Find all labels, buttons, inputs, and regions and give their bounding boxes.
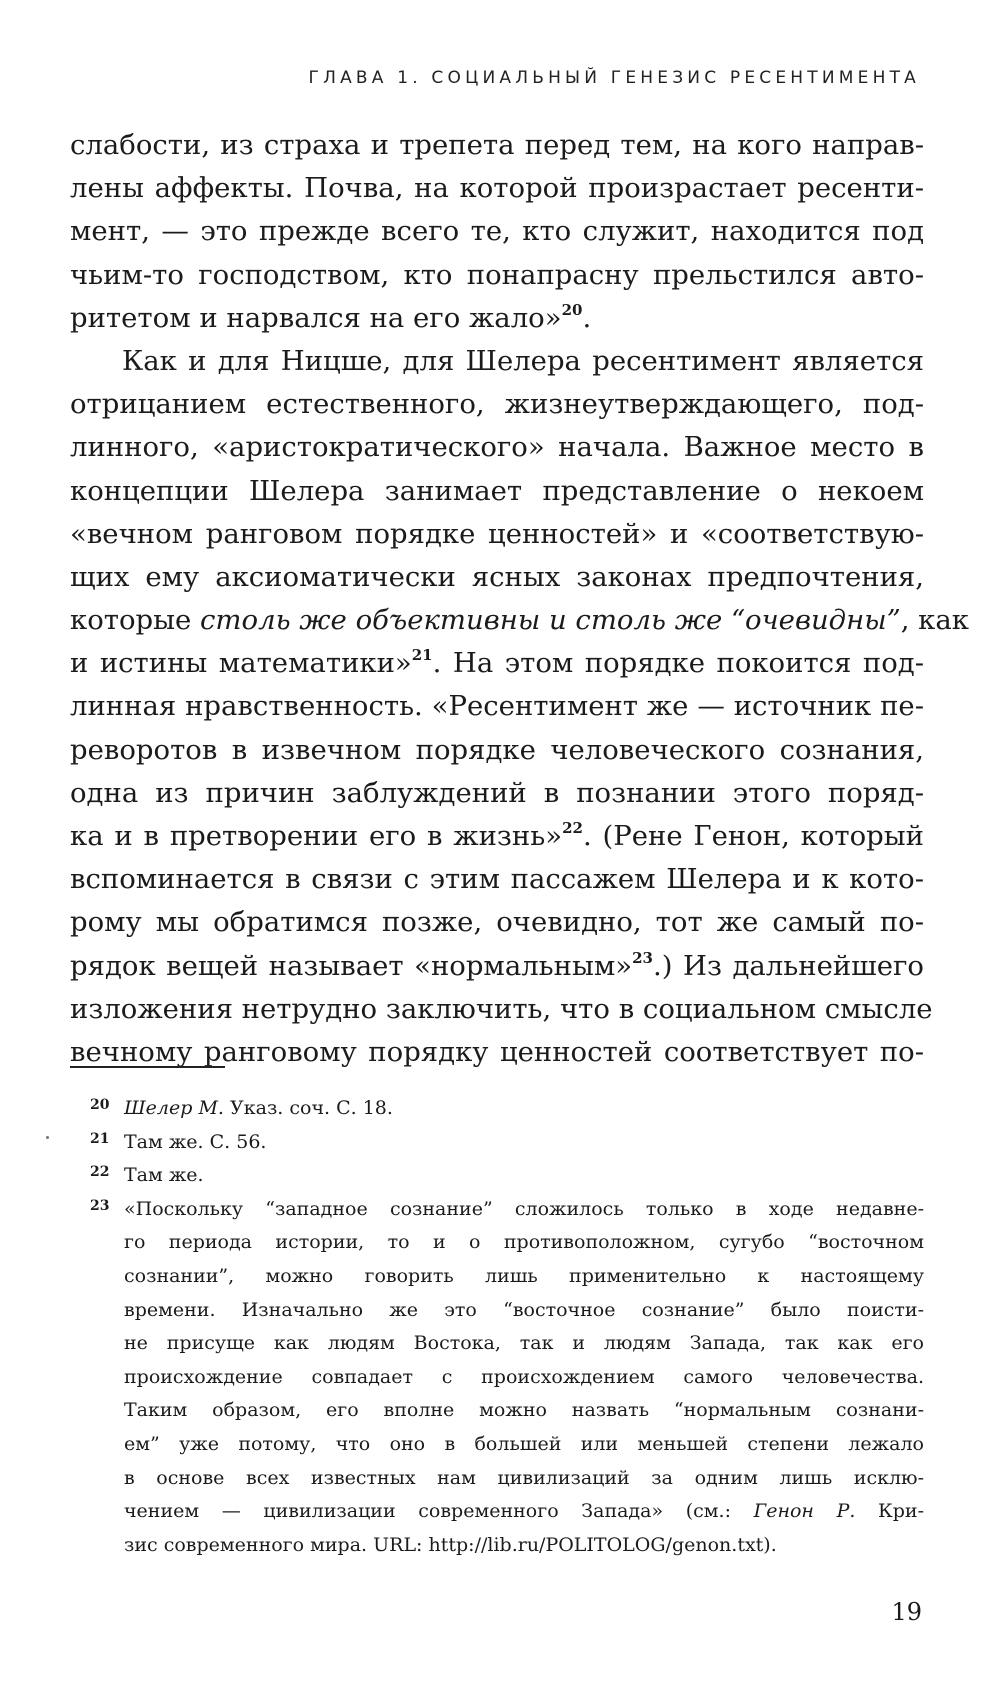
body-line: слабости, из страха и трепета перед тем, на кого направ- [70,129,924,161]
footnote-20 [70,1092,924,1126]
body-line: рому мы обратимся позже, очевидно, тот же самый по- [70,906,924,939]
body-line-text: ка и в претворении его в жизнь» [70,820,563,852]
footnote-line: не присуще как людям Востока, так и людям Запада, так как его [124,1332,924,1355]
margin-mark [46,1136,49,1139]
footnote-ref-20[interactable]: 20 [561,300,583,319]
body-line: лены аффекты. Почва, на которой произрастает ресенти- [70,172,924,205]
footnote-line: ем” уже потому, что оно в большей или меньшей степени лежало [124,1432,924,1455]
footnote-line: го периода истории, то и о противоположном, сугубо “восточном [124,1231,924,1254]
footnote-number: 22 [90,1164,110,1181]
footnote-ref-22[interactable]: 22 [562,819,583,837]
body-line: «вечном ранговом порядке ценностей» и «соответствую- [70,517,924,550]
period: . [582,301,592,334]
footnote-author: Шелер М. [124,1097,224,1119]
footnote-line: происхождение совпадает с происхождением самого человечества. [124,1365,924,1388]
body-line [70,642,924,685]
body-text [70,124,969,1074]
body-line-text: которые [70,604,201,637]
body-line-text: , как [900,604,969,637]
body-line-text: ритетом и нарвался на его жало» [70,301,562,334]
footnote-line-text: Кри- [855,1500,924,1523]
footnote-text: Там же. [124,1164,204,1187]
footnote-line [124,1495,924,1529]
footnote-line: сознании”, можно говорить лишь применительно к настоящему [124,1264,924,1287]
body-line: концепции Шелера занимает представление о некоем [70,474,924,507]
footnote-text [124,1092,924,1126]
footnote-number: 20 [90,1097,110,1113]
footnote-number: 21 [90,1130,110,1147]
body-line [70,599,969,642]
body-line: мент, — это прежде всего те, кто служит, находится под [70,215,924,248]
body-line-text: .) Из дальнейшего [652,949,924,982]
body-line: реворотов в извечном порядке человеческого сознания, [70,733,924,766]
body-line: изложения нетрудно заключить, что в социальном смысле [70,992,933,1025]
footnote-citation: Указ. соч. С. 18. [223,1097,393,1119]
body-line-text: . (Рене Генон, который [582,820,924,852]
body-line: отрицанием естественного, жизнеутверждающего, под- [70,388,924,421]
body-line-text: рядок вещей называет «нормальным» [70,949,633,982]
footnote-ref-21[interactable]: 21 [411,646,433,665]
footnote-line: времени. Изначально же это “восточное сознание” было поисти- [124,1298,924,1321]
footnote-author: Генон Р. [753,1500,856,1523]
body-line: вспоминается в связи с этим пассажем Шелера и к кото- [70,863,924,896]
footnote-number: 23 [90,1197,110,1214]
footnote-ref-23[interactable]: 23 [632,948,653,967]
body-line [70,297,924,340]
body-line: линная нравственность. «Ресентимент же — источник пе- [70,690,924,723]
footnote-line: Таким образом, его вполне можно назвать “нормальным сознани- [124,1399,924,1422]
italic-quote: столь же объективны и столь же “очевидны” [200,604,901,637]
footnotes [70,1092,924,1562]
body-line: вечному ранговому порядку ценностей соответствует по- [70,1035,924,1068]
body-line-text: . На этом порядке покоится под- [432,647,925,680]
footnote-line: в основе всех известных нам цивилизаций за одним лишь исклю- [124,1466,924,1489]
footnote-line: «Поскольку “западное сознание” сложилось только в ходе недавне- [124,1197,924,1220]
body-line: Как и для Ницше, для Шелера ресентимент является [122,344,924,377]
body-line-text: и истины математики» [70,647,412,680]
running-header: ГЛАВА 1. СОЦИАЛЬНЫЙ ГЕНЕЗИС РЕСЕНТИМЕНТА [308,68,920,88]
body-line: одна из причин заблуждений в познании этого поряд- [70,776,924,809]
footnote-line: зис современного мира. URL: http://lib.ru/POLITOLOG/genon.txt). [124,1533,777,1556]
footnote-text: Там же. С. 56. [124,1130,267,1153]
footnote-separator [70,1066,225,1068]
body-line [70,815,924,858]
body-line: щих ему аксиоматически ясных законах предпочтения, [70,560,924,593]
body-line: линного, «аристократического» начала. Важное место в [70,431,924,464]
body-line: чьим-то господством, кто понапрасну прельстился авто- [70,258,924,291]
footnote-21 [70,1126,924,1160]
body-line [70,945,924,988]
footnote-line-text: чением — цивилизации современного Запада» (см.: [124,1500,754,1523]
footnote-23 [70,1193,924,1563]
footnote-22 [70,1159,924,1193]
page-number: 19 [891,1598,922,1626]
